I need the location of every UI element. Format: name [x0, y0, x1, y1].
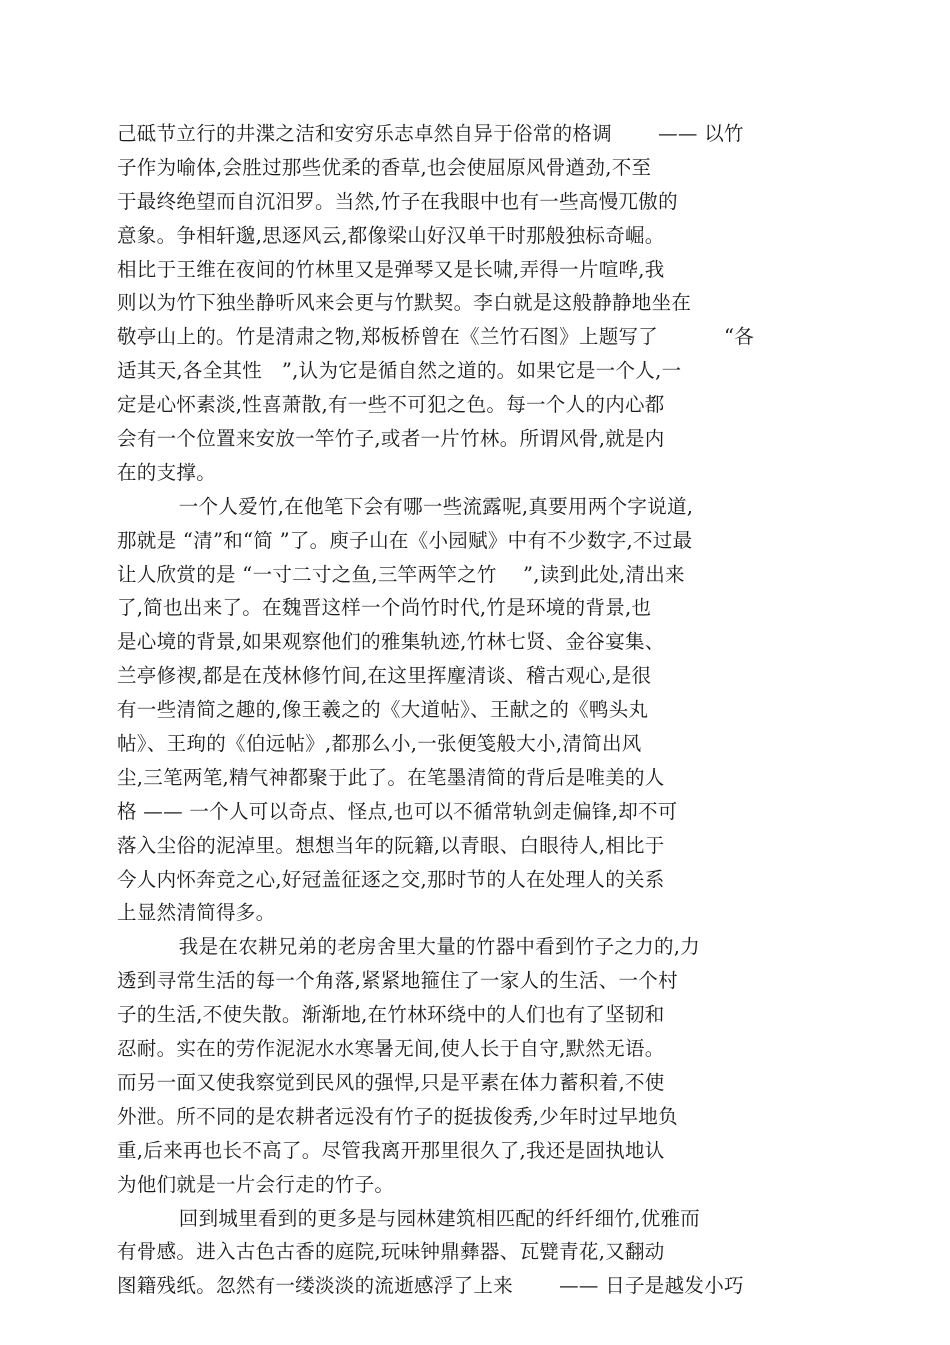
text-line: 相比于王维在夜间的竹林里又是弹琴又是长啸,弄得一片喧哗,我: [117, 257, 665, 281]
text-line: 了,简也出来了。在魏晋这样一个尚竹时代,竹是环境的背景,也: [117, 596, 652, 620]
text-line: 帖》、王珣的《伯远帖》,都那么小,一张便笺般大小,清简出风: [117, 732, 642, 756]
text-line: 上显然清简得多。: [117, 901, 276, 925]
text-line: 尘,三笔两笔,精气神都聚于此了。在笔墨清简的背后是唯美的人: [117, 765, 665, 789]
text-line: 则以为竹下独坐静听风来会更与竹默契。李白就是这般静静地坐在: [117, 291, 692, 315]
text-line: 意象。争相轩邈,思逐风云,都像梁山好汉单干时那般独标奇崛。: [117, 223, 665, 247]
text-line: 子作为喻体,会胜过那些优柔的香草,也会使屈原风骨遒劲,不至: [117, 155, 652, 179]
text-line: 在的支撑。: [117, 460, 217, 484]
text-line: 己砥节立行的井渫之洁和安穷乐志卓然自异于俗常的格调 —— 以竹: [117, 122, 744, 145]
text-line: 定是心怀素淡,性喜萧散,有一些不可犯之色。每一个人的内心都: [117, 393, 665, 417]
text-line: 是心境的背景,如果观察他们的雅集轨迹,竹林七贤、金谷宴集、: [117, 630, 665, 654]
text-line: 兰亭修禊,都是在茂林修竹间,在这里挥麈清谈、稽古观心,是很: [117, 664, 652, 688]
paragraph-first-line: 回到城里看到的更多是与园林建筑相匹配的纤纤细竹,优雅而: [159, 1206, 701, 1230]
text-line: 子的生活,不使失散。渐渐地,在竹林环绕中的人们也有了坚韧和: [117, 1003, 665, 1027]
text-line: 于最终绝望而自沉汨罗。当然,竹子在我眼中也有一些高慢兀傲的: [117, 189, 678, 213]
text-line: 为他们就是一片会行走的竹子。: [117, 1172, 395, 1196]
text-line: 而另一面又使我察觉到民风的强悍,只是平素在体力蓄积着,不使: [117, 1070, 665, 1094]
text-line: 重,后来再也长不高了。尽管我离开那里很久了,我还是固执地认: [117, 1138, 665, 1162]
text-line: 敬亭山上的。竹是清肃之物,郑板桥曾在《兰竹石图》上题写了 “各: [117, 325, 755, 349]
text-line: 适其天,各全其性 ”,认为它是循自然之道的。如果它是一个人,一: [117, 359, 682, 383]
text-line: 那就是 “清”和“简 ”了。庾子山在《小园赋》中有不少数字,不过最: [117, 528, 693, 552]
paragraph-first-line: 一个人爱竹,在他笔下会有哪一些流露呢,真要用两个字说道,: [159, 494, 694, 518]
text-line: 忍耐。实在的劳作泥泥水水寒暑无间,使人长于自守,默然无语。: [117, 1037, 665, 1061]
text-line: 有一些清简之趣的,像王羲之的《大道帖》、王献之的《鸭头丸: [117, 698, 649, 722]
text-line: 图籍残纸。忽然有一缕淡淡的流逝感浮了上来 —— 日子是越发小巧: [117, 1274, 744, 1298]
text-line: 有骨感。进入古色古香的庭院,玩味钟鼎彝器、瓦甓青花,又翻动: [117, 1240, 665, 1264]
text-line: 落入尘俗的泥淖里。想想当年的阮籍,以青眼、白眼待人,相比于: [117, 833, 665, 857]
text-line: 让人欣赏的是 “一寸二寸之鱼,三竿两竿之竹 ”,读到此处,清出来: [117, 562, 685, 586]
text-line: 今人内怀奔竞之心,好冠盖征逐之交,那时节的人在处理人的关系: [117, 867, 665, 891]
text-line: 会有一个位置来安放一竿竹子,或者一片竹林。所谓风骨,就是内: [117, 427, 665, 451]
essay-body: [117, 117, 817, 1303]
paragraph-first-line: 我是在农耕兄弟的老房舍里大量的竹器中看到竹子之力的,力: [159, 935, 701, 959]
text-line: 格 —— 一个人可以奇点、怪点,也可以不循常轨剑走偏锋,却不可: [117, 799, 678, 823]
text-line: 外泄。所不同的是农耕者远没有竹子的挺拔俊秀,少年时过早地负: [117, 1104, 678, 1128]
text-line: 透到寻常生活的每一个角落,紧紧地箍住了一家人的生活、一个村: [117, 969, 678, 993]
